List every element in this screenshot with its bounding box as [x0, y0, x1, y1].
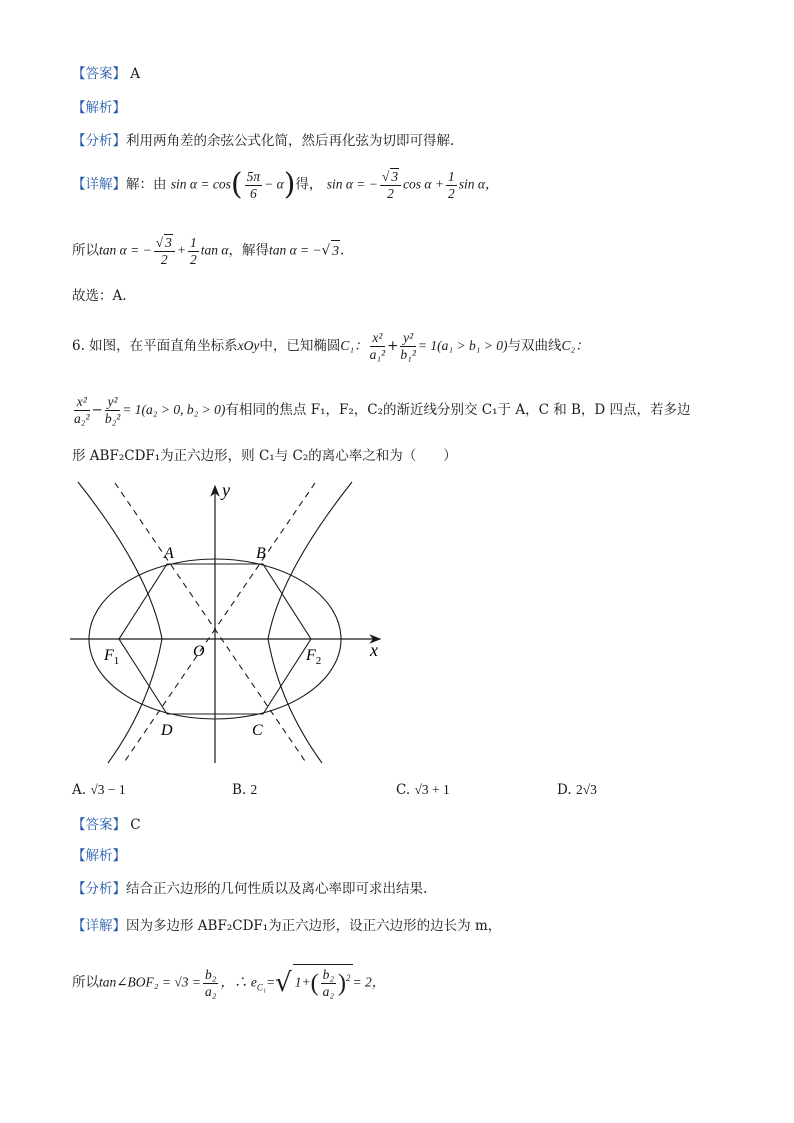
- e-sub: C₁: [256, 982, 266, 993]
- label-b: B: [256, 545, 266, 562]
- tan-bof2: tan∠BOF₂ = √3 =: [99, 974, 202, 990]
- label-o: O: [193, 643, 205, 660]
- option-d[interactable]: [557, 782, 597, 798]
- x2-num: x²: [370, 330, 386, 347]
- option-a-letter: A.: [72, 782, 87, 798]
- de-text: 得，: [295, 176, 323, 193]
- so-text: 所以: [72, 242, 99, 259]
- sin-cos-expr: sin α = cos: [170, 176, 231, 192]
- q6-text-b: 中，已知椭圆: [259, 338, 341, 354]
- option-c[interactable]: [396, 782, 450, 798]
- label-d: D: [161, 722, 173, 739]
- option-a[interactable]: [72, 782, 126, 798]
- option-b[interactable]: [232, 782, 257, 798]
- end-dot: .: [340, 242, 345, 259]
- paren-close: ): [283, 167, 296, 202]
- frac-x2-a2: [74, 394, 90, 427]
- frac-y2-b2: [105, 394, 121, 427]
- analysis-tag-2: 【分析】: [72, 881, 126, 897]
- sqrt3-b: 3: [165, 235, 172, 250]
- frac-1-2: [446, 169, 457, 202]
- analysis-text-2: 结合正六边形的几何性质以及离心率即可求出结果.: [126, 881, 428, 897]
- frac-b2-a2-inner: [321, 967, 336, 1000]
- detail-line-1: [72, 168, 498, 202]
- rhs-expr: sin α = −: [326, 176, 378, 192]
- option-d-letter: D.: [557, 782, 572, 798]
- frac-b2-a2: [203, 967, 218, 1000]
- analysis-line-1: [72, 131, 454, 151]
- den-two-b: 2: [448, 185, 455, 201]
- label-f1: $F_1$: [104, 647, 120, 667]
- sqrt3-c: 3: [331, 240, 340, 261]
- eq1: = 1(a₁ > b₁ > 0): [417, 338, 508, 353]
- paren-open: (: [230, 167, 243, 202]
- y2-num: y²: [400, 330, 416, 347]
- num-one: 1: [448, 168, 455, 184]
- detail-line-2: 所以tan α = − $\frac{√ 3}{2}$ + $\frac{1}{2}$ tan α，解得tan α = −√ 3.: [72, 234, 345, 267]
- question-6-line-2: $\frac{\text{x²}}{\text{a₂²}}$ − $\frac{\text{y²}}{\text{b₂²}}$ = 1(a₂ > 0, b₂ > 0)有相同的焦点 F₁，F₂，C₂的渐近线分别交 C₁于 A，C 和 B，D 四点，若多边: [74, 394, 691, 426]
- frac-x2-a1: [370, 330, 386, 363]
- answer-value-2: C: [130, 817, 141, 833]
- detail-line-4: 所以tan∠BOF₂ = √3 = $\frac{\text{b₂}}{\text{a₂}}$ ，∴ $e_{C_1}=√$ 1+( $\frac{\text{b₂}}{\text{a₂}}$ )$^2$ = 2，: [72, 964, 385, 1002]
- option-b-letter: B.: [232, 782, 247, 798]
- a2sq-den: a₂²: [74, 411, 90, 426]
- y2-num-b: y²: [105, 394, 121, 411]
- hyperbola-left-branch: [78, 482, 162, 763]
- frac-5pi-6: [245, 169, 263, 202]
- result: = 2，: [352, 974, 386, 990]
- answer-tag: 【答案】: [72, 66, 126, 82]
- frac-sqrt3-2: $\frac{√ 3}{2}$: [380, 168, 401, 202]
- label-a: A: [164, 545, 174, 562]
- den-two: 2: [387, 186, 394, 201]
- analysis-line-2: [72, 879, 427, 899]
- option-c-letter: C.: [396, 782, 411, 798]
- label-f2: $F_2$: [306, 647, 322, 667]
- sin-alpha-end: sin α，: [458, 176, 499, 192]
- option-b-text: 2: [250, 782, 258, 797]
- question-6-line-1: 6. 如图，在平面直角坐标系xOy中，已知椭圆C₁： $\frac{\text{x²}}{\text{a₁²}}$ + $\frac{\text{y²}}{\text{b₁²}}$ = 1(a₁ > b₁ > 0)与双曲线C₂：: [72, 330, 589, 362]
- q6-text-c: 与双曲线: [507, 338, 562, 354]
- tan-expr-3: tan α = −: [268, 242, 322, 258]
- plus-sign: +: [176, 242, 186, 258]
- answer-tag-2: 【答案】: [72, 817, 126, 833]
- label-y: y: [222, 480, 230, 500]
- solve-text: ，解得: [228, 242, 269, 259]
- a2-den-inner: a₂: [322, 984, 335, 999]
- b1sq-den: b₁²: [400, 347, 416, 362]
- analysis-tag: 【分析】: [72, 133, 126, 149]
- minus-alpha: − α: [264, 176, 284, 192]
- analysis-heading-1: 【解析】: [72, 100, 126, 116]
- detail-prefix: 解：由: [126, 176, 167, 193]
- label-x: x: [370, 640, 378, 660]
- detail-line-3: [72, 916, 501, 936]
- detail-tag: 【详解】: [72, 176, 126, 193]
- den-two-c: 2: [160, 252, 168, 267]
- option-d-text: 2√3: [575, 782, 597, 797]
- q6-c1: C₁：: [340, 338, 368, 353]
- sqrt-expr: 1+( $\frac{\text{b₂}}{\text{a₂}}$ )$^2$: [293, 964, 353, 1002]
- b2sq-den: b₂²: [104, 411, 121, 426]
- cos-plus: cos α +: [403, 176, 445, 192]
- frac-num: 5π: [246, 168, 261, 184]
- answer-line-1: [72, 64, 140, 84]
- q6-text-d: 有相同的焦点 F₁，F₂，C₂的渐近线分别交 C₁于 A，C 和 B，D 四点，若多边: [225, 402, 691, 418]
- analysis-text: 利用两角差的余弦公式化简，然后再化弦为切即可得解.: [126, 133, 455, 149]
- choose-line-1: 故选：A.: [72, 288, 127, 304]
- q6-text-a: 6. 如图，在平面直角坐标系: [72, 338, 238, 354]
- a1sq-den: a₁²: [369, 347, 386, 362]
- therefore-e: ，∴ e: [220, 974, 257, 990]
- b2-num-inner: b₂: [322, 967, 335, 982]
- tan-expr-2: tan α: [200, 242, 229, 258]
- b2-num: b₂: [205, 966, 217, 982]
- frac-sqrt3-2-b: $\frac{√ 3}{2}$: [154, 234, 175, 268]
- analysis-heading-2: 【解析】: [72, 848, 126, 864]
- den-two-d: 2: [189, 251, 197, 267]
- eq2: = 1(a₂ > 0, b₂ > 0): [122, 402, 226, 417]
- q6-c2: C₂：: [561, 338, 589, 353]
- eq-sign: =: [265, 974, 276, 990]
- answer-value: A: [130, 66, 141, 82]
- num-one-b: 1: [189, 234, 197, 250]
- x2-num-b: x²: [74, 394, 90, 411]
- sqrt3: 3: [391, 169, 399, 184]
- tan-expr-1: tan α = −: [99, 242, 152, 258]
- so-text-2: 所以: [72, 974, 99, 991]
- hyperbola-right-branch: [268, 482, 352, 763]
- frac-y2-b1: [400, 330, 416, 363]
- option-a-text: √3 − 1: [90, 782, 126, 797]
- answer-line-2: [72, 815, 141, 835]
- one-plus: 1+: [294, 974, 311, 990]
- a2-den: a₂: [205, 983, 217, 999]
- detail-text-2: 因为多边形 ABF₂CDF₁为正六边形，设正六边形的边长为 m，: [126, 918, 502, 934]
- question-6-line-3: 形 ABF₂CDF₁为正六边形，则 C₁与 C₂的离心率之和为（ ）: [72, 448, 457, 464]
- frac-1-2-b: [188, 235, 199, 268]
- frac-den: 6: [249, 185, 257, 201]
- detail-tag-2: 【详解】: [72, 918, 126, 934]
- label-c: C: [252, 722, 263, 739]
- ellipse-hyperbola-figure: [60, 478, 400, 773]
- option-c-text: √3 + 1: [414, 782, 450, 797]
- q6-xoy: xOy: [237, 338, 260, 353]
